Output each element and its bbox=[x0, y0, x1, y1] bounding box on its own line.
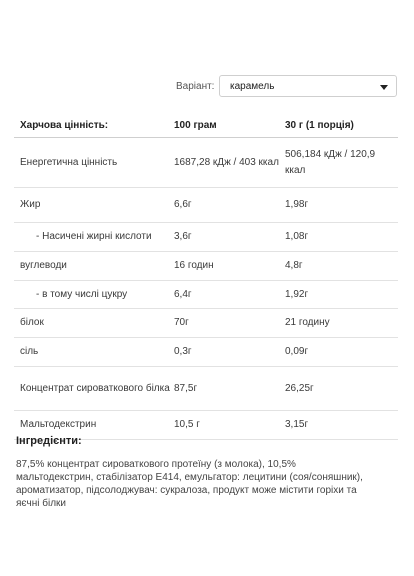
nutrient-name: - в тому числі цукру bbox=[36, 288, 128, 300]
variant-row bbox=[0, 75, 414, 99]
nutrient-name: Жир bbox=[20, 199, 41, 210]
table-row bbox=[14, 223, 398, 252]
nutrient-name: Енергетична цінність bbox=[20, 156, 118, 168]
value-per-serving: 26,25г bbox=[285, 382, 314, 394]
variant-label: Варіант: bbox=[176, 81, 215, 92]
value-per-serving: 1,08г bbox=[285, 231, 309, 242]
nutrient-name: вуглеводи bbox=[20, 260, 67, 271]
table-row bbox=[14, 138, 398, 188]
table-row bbox=[14, 338, 398, 367]
value-per-serving: 3,15г bbox=[285, 419, 309, 430]
value-per-100g: 6,4г bbox=[174, 288, 192, 300]
value-per-serving: 1,98г bbox=[285, 199, 309, 210]
nutrition-table bbox=[14, 114, 398, 440]
value-per-100g: 87,5г bbox=[174, 382, 198, 394]
header-per-100g: 100 грам bbox=[174, 119, 217, 131]
ingredients-text: 87,5% концентрат сироваткового протеїну (з молока), 10,5% мальтодекстрин, стабілізатор Е414, емульгатор: лецитини (соя/соняшник), ароматизатор, підсолоджувач: сукралоза, продукт може містити горіхи та яєчні білки bbox=[16, 459, 363, 509]
value-per-100g: 0,3г bbox=[174, 346, 192, 357]
value-per-serving: 0,09г bbox=[285, 346, 309, 357]
value-per-serving: 21 годину bbox=[285, 317, 330, 328]
value-per-100g: 3,6г bbox=[174, 231, 192, 242]
variant-select[interactable] bbox=[219, 75, 397, 97]
value-per-100g: 10,5 г bbox=[174, 419, 200, 430]
value-per-serving: 506,184 кДж / 120,9 ккал bbox=[285, 148, 376, 176]
nutrient-name: - Насичені жирні кислоти bbox=[36, 231, 152, 242]
value-per-serving: 1,92г bbox=[285, 288, 309, 300]
value-per-serving: 4,8г bbox=[285, 260, 303, 271]
value-per-100g: 6,6г bbox=[174, 199, 192, 210]
nutrient-name: білок bbox=[20, 317, 44, 328]
variant-selected-value: карамель bbox=[230, 81, 275, 92]
nutrition-header-row bbox=[14, 114, 398, 138]
value-per-100g: 16 годин bbox=[174, 260, 214, 271]
table-row bbox=[14, 367, 398, 411]
nutrient-name: Мальтодекстрин bbox=[20, 419, 97, 430]
ingredients-title: Інгредієнти: bbox=[16, 435, 82, 447]
table-row bbox=[14, 309, 398, 338]
nutrient-name: Концентрат сироваткового білка bbox=[20, 382, 170, 394]
table-row bbox=[14, 188, 398, 223]
header-nutrient: Харчова цінність: bbox=[20, 119, 109, 131]
chevron-down-icon bbox=[380, 85, 388, 90]
nutrient-name: сіль bbox=[20, 346, 39, 357]
table-row bbox=[14, 252, 398, 281]
value-per-100g: 1687,28 кДж / 403 ккал bbox=[174, 156, 279, 168]
header-per-serving: 30 г (1 порція) bbox=[285, 119, 354, 131]
table-row bbox=[14, 281, 398, 309]
value-per-100g: 70г bbox=[174, 317, 189, 328]
